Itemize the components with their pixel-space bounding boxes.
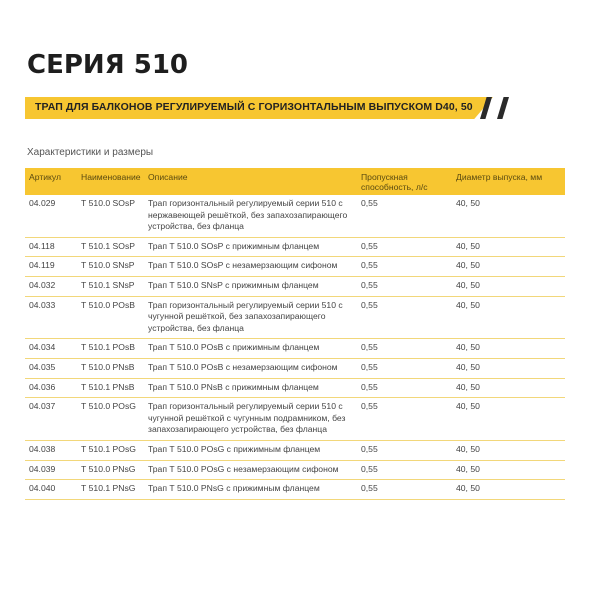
- cell-name: Т 510.1 SOsP: [77, 237, 144, 257]
- cell-article: 04.035: [25, 358, 77, 378]
- banner-text: ТРАП ДЛЯ БАЛКОНОВ РЕГУЛИРУЕМЫЙ С ГОРИЗОНТАЛЬНЫМ ВЫПУСКОМ D40, 50: [35, 101, 473, 113]
- table-row: [25, 257, 565, 277]
- cell-capacity: 0,55: [357, 257, 452, 277]
- cell-capacity: 0,55: [357, 460, 452, 480]
- cell-name: Т 510.1 POsB: [77, 339, 144, 359]
- cell-capacity: 0,55: [357, 296, 452, 339]
- cell-article: 04.033: [25, 296, 77, 339]
- cell-name: Т 510.1 POsG: [77, 440, 144, 460]
- cell-article: 04.034: [25, 339, 77, 359]
- cell-capacity: 0,55: [357, 195, 452, 237]
- cell-capacity: 0,55: [357, 398, 452, 441]
- cell-article: 04.029: [25, 195, 77, 237]
- cell-name: Т 510.0 POsG: [77, 398, 144, 441]
- cell-article: 04.119: [25, 257, 77, 277]
- cell-name: Т 510.0 PNsB: [77, 358, 144, 378]
- cell-description: Трап Т 510.0 SOsP с незамерзающим сифоном: [144, 257, 357, 277]
- cell-name: Т 510.1 PNsB: [77, 378, 144, 398]
- table-row: [25, 378, 565, 398]
- table-row: [25, 195, 565, 237]
- cell-diameter: 40, 50: [452, 195, 565, 237]
- cell-article: 04.032: [25, 276, 77, 296]
- cell-name: Т 510.0 SNsP: [77, 257, 144, 277]
- cell-description: Трап Т 510.0 SOsP с прижимным фланцем: [144, 237, 357, 257]
- table-row: [25, 398, 565, 441]
- cell-diameter: 40, 50: [452, 460, 565, 480]
- table-row: [25, 276, 565, 296]
- cell-name: Т 510.1 SNsP: [77, 276, 144, 296]
- cell-name: Т 510.1 PNsG: [77, 480, 144, 500]
- table-row: [25, 480, 565, 500]
- cell-diameter: 40, 50: [452, 378, 565, 398]
- cell-capacity: 0,55: [357, 480, 452, 500]
- cell-diameter: 40, 50: [452, 296, 565, 339]
- cell-description: Трап Т 510.0 SNsP с прижимным фланцем: [144, 276, 357, 296]
- cell-name: Т 510.0 PNsG: [77, 460, 144, 480]
- cell-description: Трап горизонтальный регулируемый серии 510 с чугунной решёткой, без запахозапирающего устройства, без фланца: [144, 296, 357, 339]
- cell-article: 04.039: [25, 460, 77, 480]
- cell-capacity: 0,55: [357, 237, 452, 257]
- cell-description: Трап Т 510.0 POsB с незамерзающим сифоном: [144, 358, 357, 378]
- cell-description: Трап горизонтальный регулируемый серии 510 с чугунной решёткой с чугунным подрамником, без запахозапирающего устройства, без фланца: [144, 398, 357, 441]
- cell-description: Трап Т 510.0 POsG с прижимным фланцем: [144, 440, 357, 460]
- col-header-capacity: Пропускная способность, л/с: [357, 168, 452, 195]
- cell-capacity: 0,55: [357, 440, 452, 460]
- cell-diameter: 40, 50: [452, 339, 565, 359]
- cell-capacity: 0,55: [357, 339, 452, 359]
- cell-diameter: 40, 50: [452, 398, 565, 441]
- cell-diameter: 40, 50: [452, 480, 565, 500]
- cell-capacity: 0,55: [357, 378, 452, 398]
- cell-capacity: 0,55: [357, 276, 452, 296]
- page-title: СЕРИЯ 510: [27, 50, 189, 80]
- col-header-diameter: Диаметр выпуска, мм: [452, 168, 565, 195]
- cell-diameter: 40, 50: [452, 440, 565, 460]
- cell-article: 04.038: [25, 440, 77, 460]
- cell-article: 04.040: [25, 480, 77, 500]
- table-row: [25, 460, 565, 480]
- col-header-name: Наименование: [77, 168, 144, 195]
- cell-diameter: 40, 50: [452, 237, 565, 257]
- col-header-article: Артикул: [25, 168, 77, 195]
- table-row: [25, 237, 565, 257]
- table-row: [25, 296, 565, 339]
- cell-name: Т 510.0 SOsP: [77, 195, 144, 237]
- cell-diameter: 40, 50: [452, 276, 565, 296]
- table-row: [25, 339, 565, 359]
- cell-capacity: 0,55: [357, 358, 452, 378]
- section-title: Характеристики и размеры: [27, 147, 154, 158]
- cell-diameter: 40, 50: [452, 257, 565, 277]
- cell-article: 04.118: [25, 237, 77, 257]
- col-header-description: Описание: [144, 168, 357, 195]
- cell-description: Трап горизонтальный регулируемый серии 510 с нержавеющей решёткой, без запахозапирающего устройства, без фланца: [144, 195, 357, 237]
- table-row: [25, 358, 565, 378]
- banner-stripe: [497, 97, 509, 119]
- table-header-row: [25, 168, 565, 195]
- cell-name: Т 510.0 POsB: [77, 296, 144, 339]
- cell-description: Трап Т 510.0 PNsB с прижимным фланцем: [144, 378, 357, 398]
- cell-description: Трап Т 510.0 POsB с прижимным фланцем: [144, 339, 357, 359]
- cell-description: Трап Т 510.0 PNsG с прижимным фланцем: [144, 480, 357, 500]
- cell-description: Трап Т 510.0 POsG с незамерзающим сифоном: [144, 460, 357, 480]
- cell-article: 04.036: [25, 378, 77, 398]
- cell-article: 04.037: [25, 398, 77, 441]
- specs-table: [25, 168, 565, 500]
- table-row: [25, 440, 565, 460]
- cell-diameter: 40, 50: [452, 358, 565, 378]
